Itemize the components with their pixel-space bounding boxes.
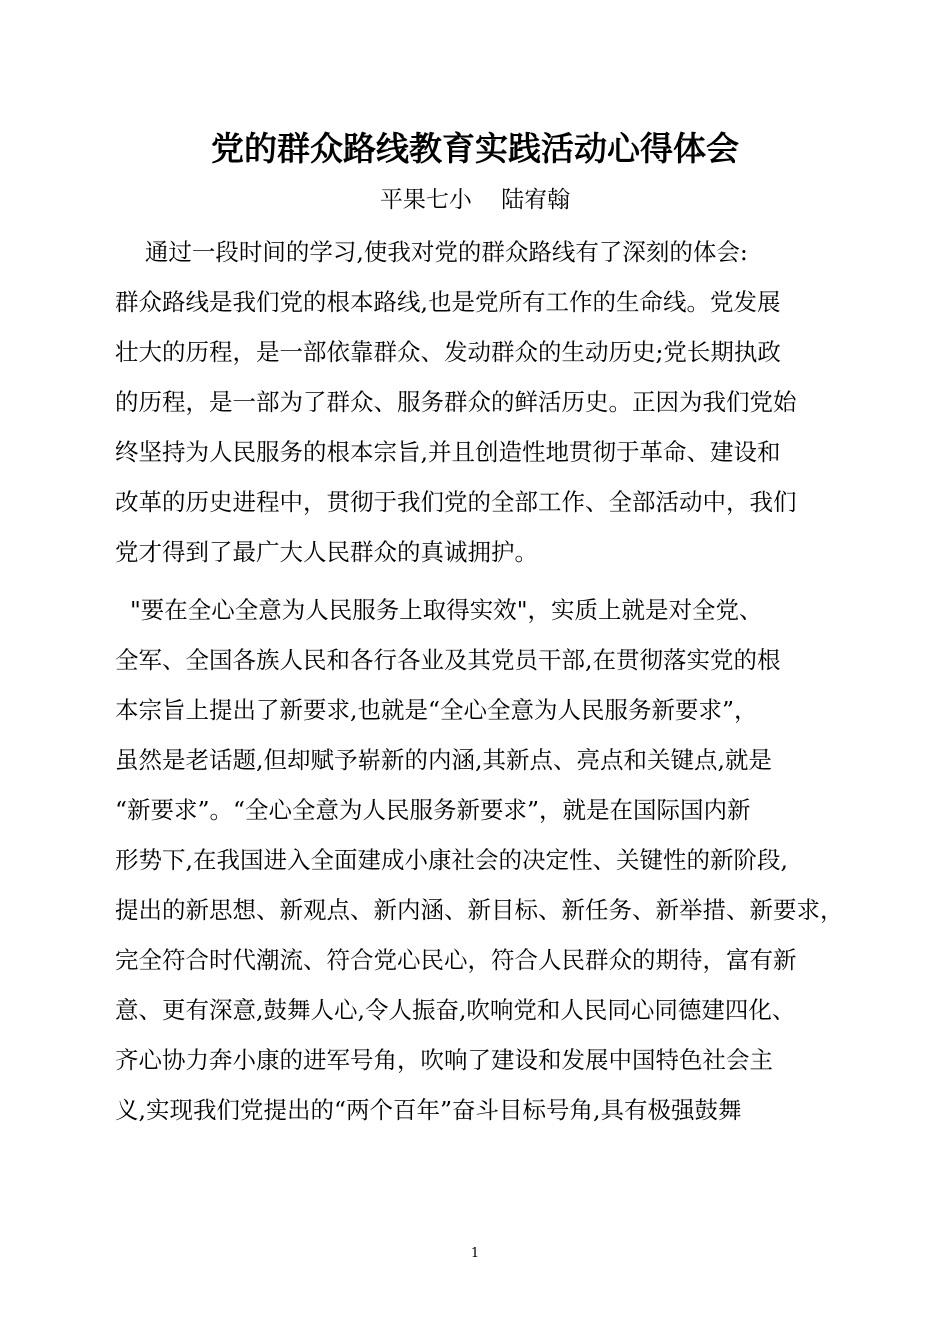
document-title: 党的群众路线教育实践活动心得体会	[211, 129, 739, 168]
paragraph-2	[115, 585, 855, 1135]
paragraph-spacer	[115, 577, 855, 585]
text-line: “新要求”。“全心全意为人民服务新要求”，就是在国际国内新	[115, 796, 751, 824]
text-line: 提出的新思想、新观点、新内涵、新目标、新任务、新举措、新要求，	[115, 896, 844, 924]
text-line: 全军、全国各族人民和各行各业及其党员干部,在贯彻落实党的根	[115, 646, 781, 674]
text-line: 群众路线是我们党的根本路线,也是党所有工作的生命线。党发展	[115, 288, 781, 316]
document-body	[115, 227, 855, 1135]
text-line: 改革的历史进程中，贯彻于我们党的全部工作、全部活动中，我们	[115, 488, 797, 516]
text-line: 形势下,在我国进入全面建成小康社会的决定性、关键性的新阶段,	[115, 846, 788, 874]
text-line: 本宗旨上提出了新要求,也就是“全心全意为人民服务新要求”，	[115, 696, 758, 724]
paragraph-1	[115, 227, 855, 577]
text-line: 壮大的历程，是一部依靠群众、发动群众的生动历史;党长期执政	[115, 338, 781, 366]
text-line: 党才得到了最广大人民群众的真诚拥护。	[115, 538, 538, 566]
author-line: 平果七小 陆宥翰	[379, 187, 571, 213]
text-line: 虽然是老话题,但却赋予崭新的内涵,其新点、亮点和关键点,就是	[115, 746, 772, 774]
text-line: 终坚持为人民服务的根本宗旨,并且创造性地贯彻于革命、建设和	[115, 438, 781, 466]
text-line: 意、更有深意,鼓舞人心,令人振奋,吹响党和人民同心同德建四化、	[115, 996, 796, 1024]
text-line: 完全符合时代潮流、符合党心民心，符合人民群众的期待，富有新	[115, 946, 797, 974]
page-number: 1	[470, 1246, 480, 1261]
text-line: 通过一段时间的学习,使我对党的群众路线有了深刻的体会:	[115, 238, 748, 266]
text-line: 义,实现我们党提出的“两个百年”奋斗目标号角,具有极强鼓舞	[115, 1096, 742, 1124]
text-line: 齐心协力奔小康的进军号角，吹响了建设和发展中国特色社会主	[115, 1046, 773, 1074]
text-line: "要在全心全意为人民服务上取得实效"，实质上就是对全党、	[115, 596, 763, 624]
text-line: 的历程，是一部为了群众、服务群众的鲜活历史。正因为我们党始	[115, 388, 797, 416]
